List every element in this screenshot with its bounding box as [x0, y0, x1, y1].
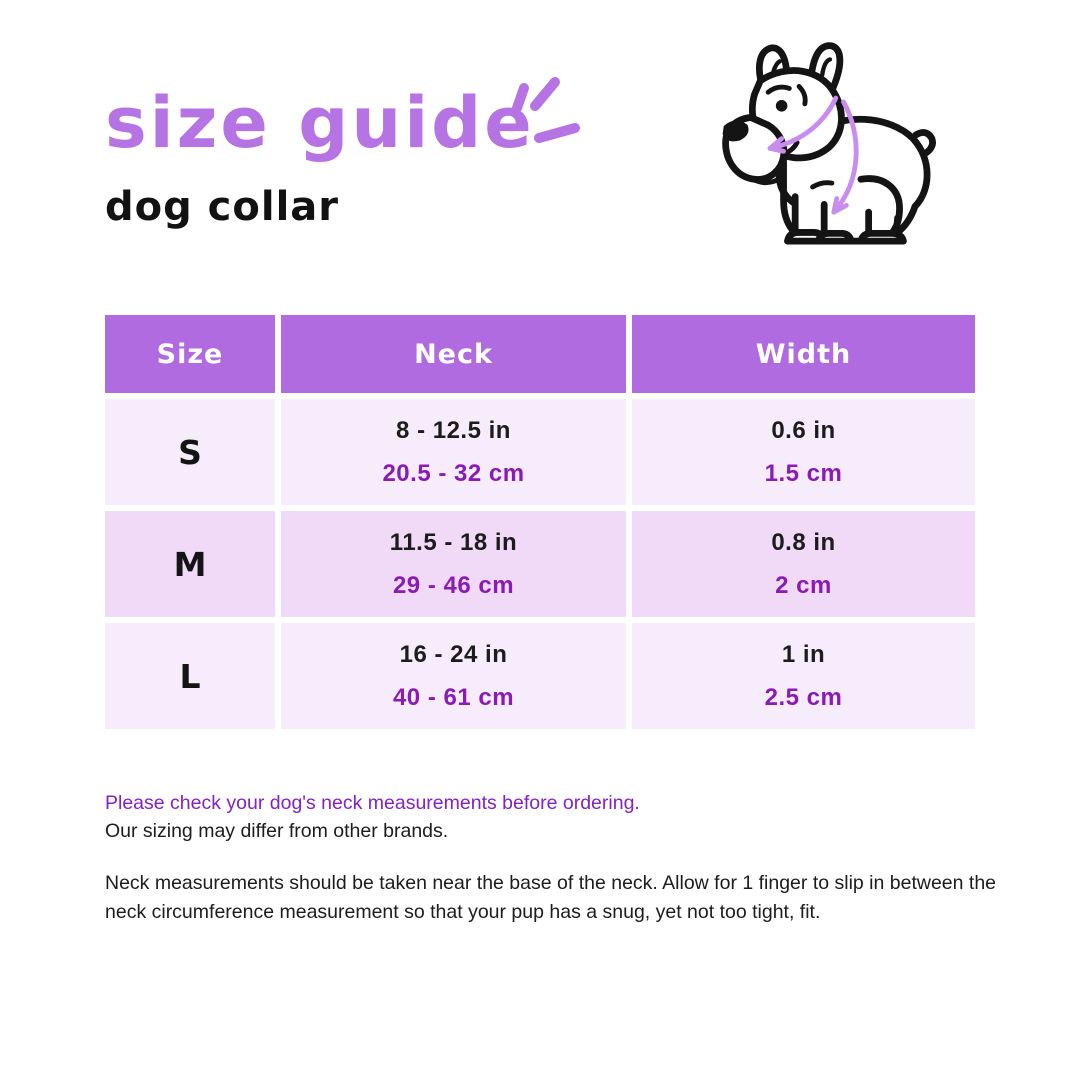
neck-cell — [281, 623, 626, 729]
neck-cell — [281, 511, 626, 617]
neck-inches: 8 - 12.5 in — [396, 416, 511, 444]
width-inches: 1 in — [781, 640, 826, 668]
width-cell — [632, 399, 975, 505]
neck-cm: 29 - 46 cm — [392, 571, 515, 599]
width-cell — [632, 623, 975, 729]
column-header-width: Width — [632, 315, 975, 393]
size-table — [105, 315, 975, 729]
column-header-neck: Neck — [281, 315, 626, 393]
page-title: size guide — [105, 82, 535, 164]
page-subtitle: dog collar — [105, 184, 340, 230]
neck-cm: 20.5 - 32 cm — [382, 459, 525, 487]
neck-inches: 16 - 24 in — [399, 640, 508, 668]
neck-cell — [281, 399, 626, 505]
size-cell: M — [105, 511, 275, 617]
sparkle-icon — [493, 66, 593, 161]
table-row-m — [105, 511, 975, 617]
table-header-row — [105, 315, 975, 393]
width-cm: 2.5 cm — [764, 683, 843, 711]
column-header-size: Size — [105, 315, 275, 393]
size-cell: S — [105, 399, 275, 505]
notes-section — [105, 789, 1017, 927]
dog-illustration — [698, 42, 960, 279]
table-row-s — [105, 399, 975, 505]
neck-cm: 40 - 61 cm — [392, 683, 515, 711]
note-paragraph: Neck measurements should be taken near the base of the neck. Allow for 1 finger to slip in between the neck circumference measurement so that your pup has a snug, yet not too tight, fit. — [105, 872, 997, 923]
table-row-l — [105, 623, 975, 729]
note-highlight: Please check your dog's neck measurements before ordering. — [105, 792, 640, 814]
width-inches: 0.8 in — [771, 528, 836, 556]
width-cm: 2 cm — [775, 571, 832, 599]
width-cell — [632, 511, 975, 617]
size-cell: L — [105, 623, 275, 729]
note-secondary: Our sizing may differ from other brands. — [105, 820, 449, 842]
neck-inches: 11.5 - 18 in — [389, 528, 518, 556]
width-inches: 0.6 in — [771, 416, 836, 444]
french-bulldog-icon — [698, 42, 960, 274]
header — [105, 82, 535, 230]
width-cm: 1.5 cm — [764, 459, 843, 487]
